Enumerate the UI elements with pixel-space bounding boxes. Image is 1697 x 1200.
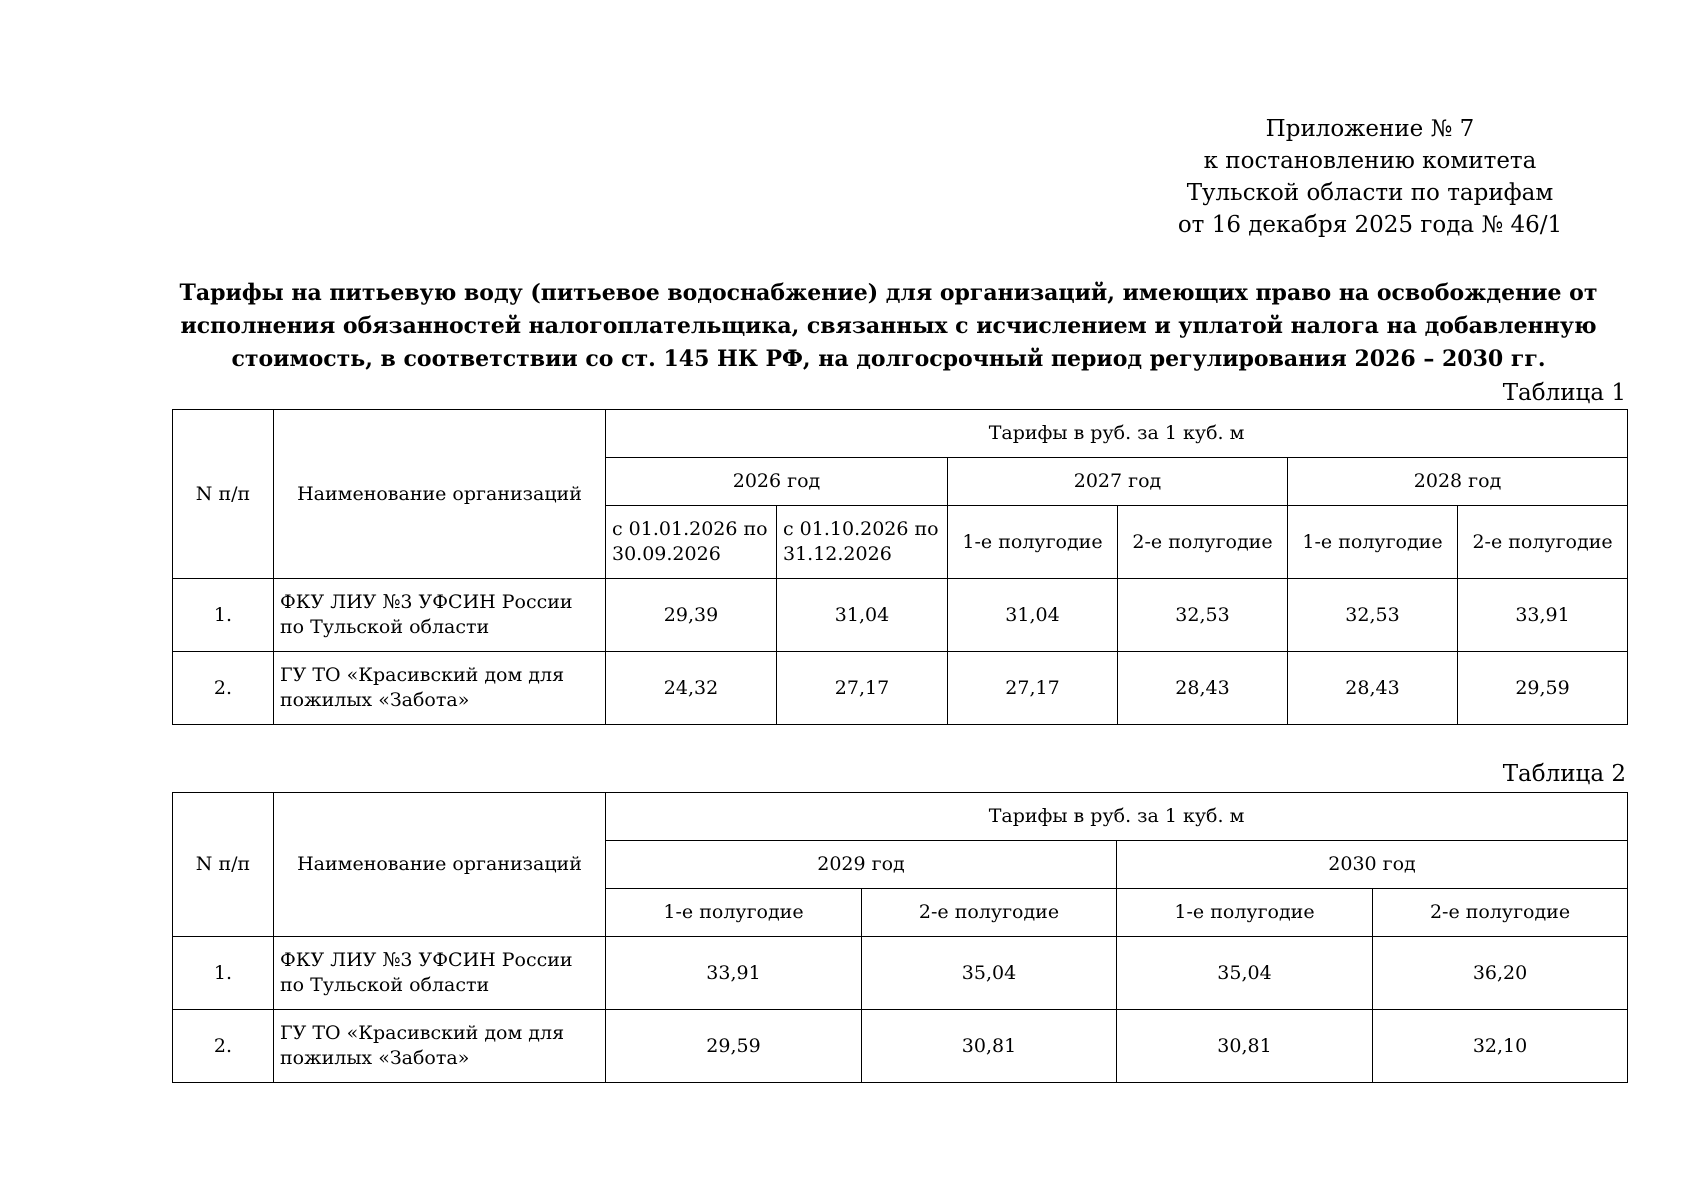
row-num: 2.	[173, 1010, 274, 1083]
tariff-table-2	[172, 792, 1628, 1083]
tariff-value: 33,91	[606, 937, 862, 1010]
tariff-value: 24,32	[606, 652, 777, 725]
appendix-line: Тульской области по тарифам	[1186, 180, 1554, 206]
tariff-value: 29,59	[606, 1010, 862, 1083]
header-period: 2-е полугодие	[1458, 506, 1628, 579]
header-period: 1-е полугодие	[606, 889, 862, 937]
header-period: 1-е полугодие	[1288, 506, 1458, 579]
header-tariff: Тарифы в руб. за 1 куб. м	[606, 410, 1628, 458]
tariff-value: 32,53	[1118, 579, 1288, 652]
row-num: 1.	[173, 579, 274, 652]
appendix-line: к постановлению комитета	[1203, 148, 1537, 174]
appendix-line: от 16 декабря 2025 года № 46/1	[1177, 212, 1563, 238]
header-period: с 01.01.2026 по 30.09.2026	[606, 506, 777, 579]
table-row	[173, 652, 1628, 725]
header-tariff: Тарифы в руб. за 1 куб. м	[606, 793, 1628, 841]
tariff-value: 32,10	[1373, 1010, 1628, 1083]
header-period: 1-е полугодие	[1117, 889, 1373, 937]
header-year: 2028 год	[1288, 458, 1628, 506]
header-period: 2-е полугодие	[1118, 506, 1288, 579]
header-period: 2-е полугодие	[1373, 889, 1628, 937]
table-row	[173, 1010, 1628, 1083]
tariff-value: 27,17	[948, 652, 1118, 725]
header-period: 1-е полугодие	[948, 506, 1118, 579]
tariff-value: 31,04	[948, 579, 1118, 652]
header-num: N п/п	[173, 793, 274, 937]
tariff-value: 28,43	[1288, 652, 1458, 725]
tariff-value: 33,91	[1458, 579, 1628, 652]
header-year: 2027 год	[948, 458, 1288, 506]
tariff-value: 36,20	[1373, 937, 1628, 1010]
tariff-value: 30,81	[862, 1010, 1117, 1083]
tariff-value: 31,04	[777, 579, 948, 652]
header-period: 2-е полугодие	[862, 889, 1117, 937]
tariff-value: 30,81	[1117, 1010, 1373, 1083]
appendix-header	[1120, 113, 1620, 241]
tariff-value: 27,17	[777, 652, 948, 725]
tariff-value: 29,59	[1458, 652, 1628, 725]
row-num: 2.	[173, 652, 274, 725]
tariff-value: 29,39	[606, 579, 777, 652]
tariff-value: 35,04	[1117, 937, 1373, 1010]
tariff-value: 32,53	[1288, 579, 1458, 652]
tariff-table-1	[172, 409, 1628, 725]
table2-label: Таблица 2	[1502, 761, 1626, 787]
row-name: ФКУ ЛИУ №3 УФСИН России по Тульской области	[274, 579, 606, 652]
header-name: Наименование организаций	[274, 793, 606, 937]
table1-label: Таблица 1	[1502, 380, 1626, 406]
header-num: N п/п	[173, 410, 274, 579]
header-year: 2030 год	[1117, 841, 1628, 889]
row-name: ГУ ТО «Красивский дом для пожилых «Забота»	[274, 1010, 606, 1083]
row-name: ФКУ ЛИУ №3 УФСИН России по Тульской области	[274, 937, 606, 1010]
tariff-value: 28,43	[1118, 652, 1288, 725]
row-name: ГУ ТО «Красивский дом для пожилых «Забота»	[274, 652, 606, 725]
header-year: 2026 год	[606, 458, 948, 506]
header-year: 2029 год	[606, 841, 1117, 889]
header-name: Наименование организаций	[274, 410, 606, 579]
table-row	[173, 937, 1628, 1010]
row-num: 1.	[173, 937, 274, 1010]
table-row	[173, 579, 1628, 652]
appendix-line: Приложение № 7	[1265, 116, 1475, 142]
tariff-value: 35,04	[862, 937, 1117, 1010]
header-period: с 01.10.2026 по 31.12.2026	[777, 506, 948, 579]
document-title: Тарифы на питьевую воду (питьевое водоснабжение) для организаций, имеющих право на освобождение от исполнения обязанностей налогоплательщика, связанных с исчислением и уплатой налога на добавленную стоимость, в соответствии со ст. 145 НК РФ, на долгосрочный период регулирования 2026 – 2030 гг.	[179, 280, 1598, 372]
